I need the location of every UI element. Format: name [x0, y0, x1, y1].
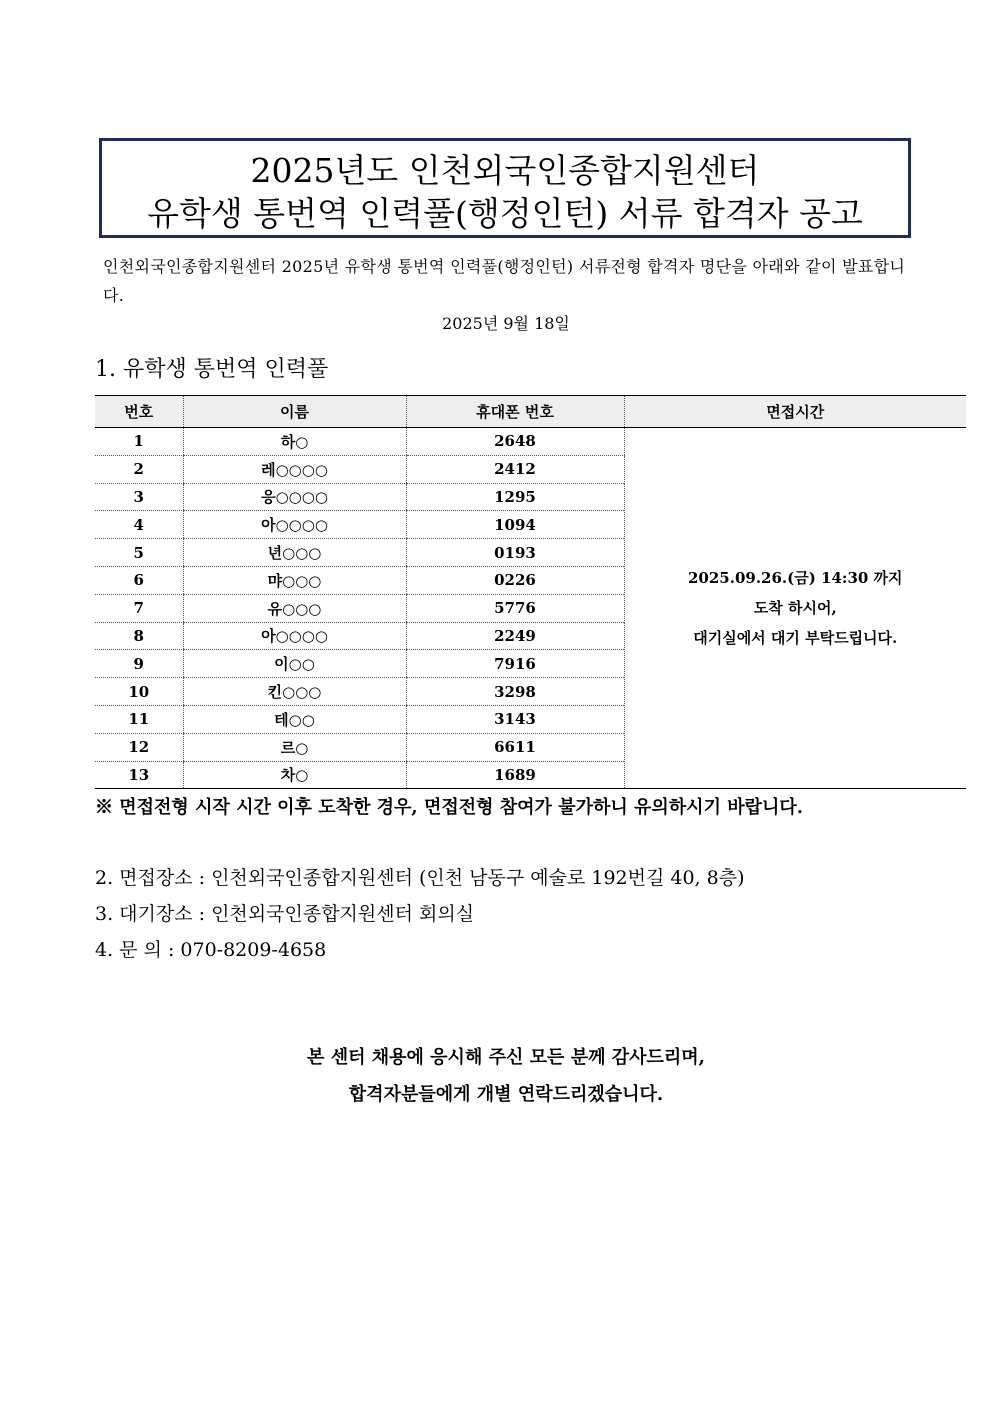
interview-time-cell — [624, 428, 966, 789]
column-header-interview-time: 면접시간 — [624, 396, 966, 428]
row-phone: 2412 — [406, 455, 624, 483]
row-number: 3 — [95, 483, 183, 511]
interview-time-line-1: 2025.09.26.(금) 14:30 까지 — [687, 569, 903, 588]
row-name: 이○○ — [183, 650, 406, 678]
announcement-date: 2025년 9월 18일 — [442, 314, 570, 333]
row-name: 르○ — [183, 733, 406, 761]
row-name: 하○ — [183, 428, 406, 456]
row-phone: 0193 — [406, 539, 624, 567]
row-name: 킨○○○ — [183, 678, 406, 706]
row-number: 12 — [95, 733, 183, 761]
row-number: 7 — [95, 594, 183, 622]
row-name: 아○○○○ — [183, 511, 406, 539]
row-name: 먀○○○ — [183, 566, 406, 594]
row-name: 유○○○ — [183, 594, 406, 622]
row-number: 13 — [95, 761, 183, 789]
column-header-name: 이름 — [183, 396, 406, 428]
row-number: 11 — [95, 705, 183, 733]
intro-paragraph: 인천외국인종합지원센터 2025년 유학생 통번역 인력풀(행정인턴) 서류전형 합격자 명단을 아래와 같이 발표합니다. — [103, 257, 906, 305]
row-phone: 0226 — [406, 566, 624, 594]
row-number: 10 — [95, 678, 183, 706]
row-name: 차○ — [183, 761, 406, 789]
row-name: 응○○○○ — [183, 483, 406, 511]
row-phone: 3298 — [406, 678, 624, 706]
late-arrival-notice: ※ 면접전형 시작 시간 이후 도착한 경우, 면접전형 참여가 불가하니 유의하시기 바랍니다. — [95, 797, 804, 818]
row-name: 테○○ — [183, 705, 406, 733]
closing-line-1: 본 센터 채용에 응시해 주신 모든 분께 감사드리며, — [307, 1047, 705, 1068]
interview-venue: 2. 면접장소 : 인천외국인종합지원센터 (인천 남동구 예술로 192번길 40, 8층) — [95, 867, 745, 889]
section-1-heading: 1. 유학생 통번역 인력풀 — [95, 357, 329, 382]
closing-line-2: 합격자분들에게 개별 연락드리겠습니다. — [348, 1084, 664, 1105]
table-row — [95, 428, 966, 456]
row-name: 레○○○○ — [183, 455, 406, 483]
title-line-2: 유학생 통번역 인력풀(행정인턴) 서류 합격자 공고 — [147, 194, 863, 233]
title-line-1: 2025년도 인천외국인종합지원센터 — [250, 151, 760, 190]
row-number: 2 — [95, 455, 183, 483]
row-phone: 6611 — [406, 733, 624, 761]
row-number: 5 — [95, 539, 183, 567]
row-phone: 5776 — [406, 594, 624, 622]
row-number: 1 — [95, 428, 183, 456]
row-number: 8 — [95, 622, 183, 650]
row-phone: 1295 — [406, 483, 624, 511]
row-phone: 1094 — [406, 511, 624, 539]
row-number: 9 — [95, 650, 183, 678]
row-phone: 3143 — [406, 705, 624, 733]
waiting-room: 3. 대기장소 : 인천외국인종합지원센터 회의실 — [95, 903, 475, 925]
interview-time-line-2: 도착 하시어, — [753, 599, 837, 618]
interview-time-line-3: 대기실에서 대기 부탁드립니다. — [693, 629, 898, 648]
row-number: 6 — [95, 566, 183, 594]
candidate-table — [95, 395, 966, 789]
contact-info: 4. 문 의 : 070-8209-4658 — [95, 939, 327, 961]
row-phone: 2648 — [406, 428, 624, 456]
column-header-phone: 휴대폰 번호 — [406, 396, 624, 428]
table-header-row — [95, 396, 966, 428]
row-phone: 1689 — [406, 761, 624, 789]
row-number: 4 — [95, 511, 183, 539]
announcement-title-box — [99, 138, 911, 238]
row-phone: 7916 — [406, 650, 624, 678]
row-phone: 2249 — [406, 622, 624, 650]
row-name: 년○○○ — [183, 539, 406, 567]
row-name: 아○○○○ — [183, 622, 406, 650]
column-header-number: 번호 — [95, 396, 183, 428]
